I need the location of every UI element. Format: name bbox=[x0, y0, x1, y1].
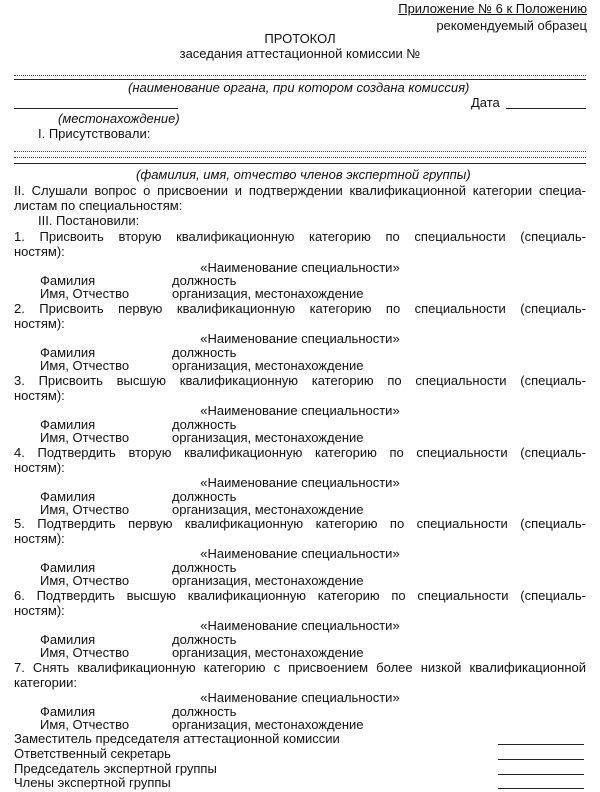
members-dotted-line-1 bbox=[14, 151, 586, 152]
section-present: I. Присутствовали: bbox=[38, 126, 151, 141]
item-1-line-2: ностям): bbox=[14, 244, 65, 259]
item-4-specialty: «Наименование специальности» bbox=[200, 475, 400, 490]
item-5-line-2: ностям): bbox=[14, 531, 65, 546]
item-1-organization: организация, местонахождение bbox=[172, 286, 364, 301]
item-3-name: Имя, Отчество bbox=[40, 430, 130, 445]
appendix-line-2: рекомендуемый образец bbox=[436, 18, 587, 33]
item-3-specialty: «Наименование специальности» bbox=[200, 403, 400, 418]
item-1-surname: Фамилия bbox=[40, 273, 96, 288]
item-6-surname: Фамилия bbox=[40, 632, 96, 647]
appendix-line-1: Приложение № 6 к Положению bbox=[398, 1, 587, 16]
item-7-line-1: 7. Снять квалификационную категорию с присвоением более низкой квалификационной bbox=[14, 660, 586, 675]
section-resolved: III. Постановили: bbox=[38, 213, 140, 228]
item-6-name: Имя, Отчество bbox=[40, 645, 130, 660]
item-3-position: должность bbox=[172, 417, 237, 432]
signature-line-expert-members[interactable] bbox=[498, 788, 584, 789]
item-1-line-1: 1. Присвоить вторую квалификационную категорию по специальности (специаль- bbox=[14, 229, 586, 244]
item-6-line-2: ностям): bbox=[14, 603, 65, 618]
item-4-line-2: ностям): bbox=[14, 460, 65, 475]
document-title: ПРОТОКОЛ bbox=[264, 31, 336, 46]
item-5-line-1: 5. Подтвердить первую квалификационную категорию по специальности (специаль- bbox=[14, 516, 586, 531]
signature-deputy-chair: Заместитель председателя аттестационной комиссии bbox=[14, 731, 340, 746]
section-heard-line-1: II. Слушали вопрос о присвоении и подтверждении квалификационной категории специа- bbox=[14, 183, 586, 198]
item-4-position: должность bbox=[172, 489, 237, 504]
members-dotted-line-2 bbox=[14, 157, 586, 158]
signature-line-secretary[interactable] bbox=[498, 759, 584, 760]
item-2-surname: Фамилия bbox=[40, 345, 96, 360]
item-7-specialty: «Наименование специальности» bbox=[200, 690, 400, 705]
caption-body-name: (наименование органа, при котором создана комиссия) bbox=[128, 80, 470, 95]
item-7-line-2: категории: bbox=[14, 675, 78, 690]
item-7-name: Имя, Отчество bbox=[40, 717, 130, 732]
item-3-surname: Фамилия bbox=[40, 417, 96, 432]
body-name-dotted-line bbox=[14, 75, 586, 76]
section-heard-line-2: листам по специальностям: bbox=[14, 198, 183, 213]
item-2-name: Имя, Отчество bbox=[40, 358, 130, 373]
item-7-surname: Фамилия bbox=[40, 704, 96, 719]
document-subtitle: заседания аттестационной комиссии № bbox=[179, 46, 421, 61]
item-2-line-1: 2. Присвоить первую квалификационную категорию по специальности (специаль- bbox=[14, 301, 586, 316]
item-5-position: должность bbox=[172, 560, 237, 575]
signature-expert-members: Члены экспертной группы bbox=[14, 775, 171, 790]
item-4-line-1: 4. Подтвердить вторую квалификационную категорию по специальности (специаль- bbox=[14, 445, 586, 460]
caption-location: (местонахождение) bbox=[58, 111, 180, 126]
signature-expert-chair: Председатель экспертной группы bbox=[14, 761, 217, 776]
date-label: Дата bbox=[471, 95, 500, 110]
signature-line-expert-chair[interactable] bbox=[498, 774, 584, 775]
item-7-organization: организация, местонахождение bbox=[172, 717, 364, 732]
signature-secretary: Ответственный секретарь bbox=[14, 746, 171, 761]
item-2-specialty: «Наименование специальности» bbox=[200, 331, 400, 346]
location-line bbox=[14, 108, 178, 109]
item-2-organization: организация, местонахождение bbox=[172, 358, 364, 373]
item-3-line-1: 3. Присвоить высшую квалификационную категорию по специальности (специаль- bbox=[14, 373, 586, 388]
item-3-organization: организация, местонахождение bbox=[172, 430, 364, 445]
item-4-organization: организация, местонахождение bbox=[172, 502, 364, 517]
item-4-surname: Фамилия bbox=[40, 489, 96, 504]
item-6-line-1: 6. Подтвердить высшую квалификационную категорию по специальности (специаль- bbox=[14, 588, 586, 603]
item-2-line-2: ностям): bbox=[14, 316, 65, 331]
item-6-organization: организация, местонахождение bbox=[172, 645, 364, 660]
signature-line-deputy-chair[interactable] bbox=[498, 744, 584, 745]
item-4-name: Имя, Отчество bbox=[40, 502, 130, 517]
item-5-name: Имя, Отчество bbox=[40, 573, 130, 588]
date-field-line[interactable] bbox=[506, 108, 586, 109]
item-5-organization: организация, местонахождение bbox=[172, 573, 364, 588]
item-3-line-2: ностям): bbox=[14, 388, 65, 403]
item-1-position: должность bbox=[172, 273, 237, 288]
item-7-position: должность bbox=[172, 704, 237, 719]
members-line bbox=[14, 163, 586, 164]
item-6-position: должность bbox=[172, 632, 237, 647]
item-5-surname: Фамилия bbox=[40, 560, 96, 575]
item-5-specialty: «Наименование специальности» bbox=[200, 546, 400, 561]
item-1-name: Имя, Отчество bbox=[40, 286, 130, 301]
item-2-position: должность bbox=[172, 345, 237, 360]
caption-members: (фамилия, имя, отчество членов экспертной группы) bbox=[136, 167, 471, 182]
item-6-specialty: «Наименование специальности» bbox=[200, 618, 400, 633]
item-1-specialty: «Наименование специальности» bbox=[200, 260, 400, 275]
